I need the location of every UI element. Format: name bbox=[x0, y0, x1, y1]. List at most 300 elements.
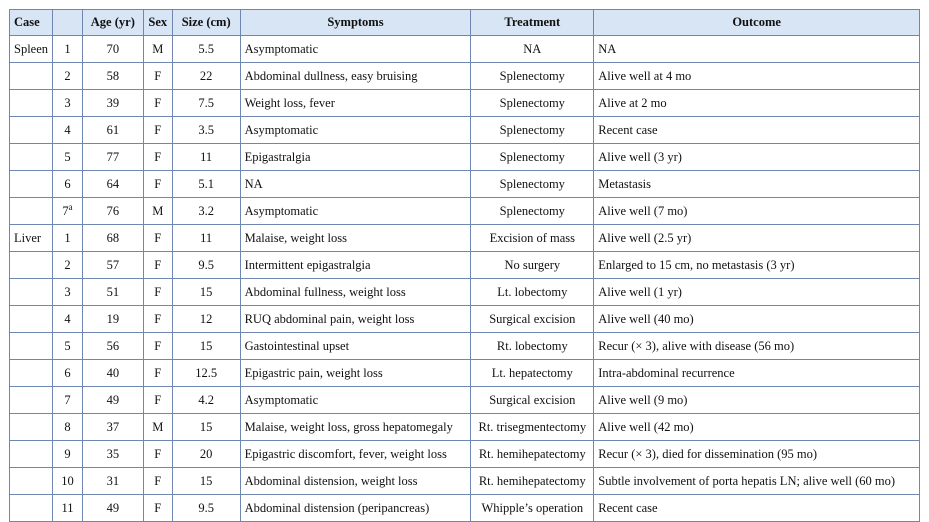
sex-cell bbox=[143, 198, 172, 225]
symptoms-cell-text: Weight loss, fever bbox=[244, 95, 335, 110]
size-cell bbox=[172, 279, 240, 306]
treatment-cell bbox=[471, 144, 594, 171]
symptoms-cell bbox=[240, 225, 471, 252]
age-cell-text: 49 bbox=[106, 392, 120, 407]
treatment-cell-text: Splenectomy bbox=[499, 68, 565, 83]
table-body bbox=[10, 36, 920, 522]
outcome-cell-text: Recur (× 3), died for dissemination (95 mo) bbox=[598, 446, 818, 461]
size-cell-text: 12.5 bbox=[195, 365, 218, 380]
case-number-cell bbox=[53, 198, 83, 225]
case-number-cell-text: 5 bbox=[64, 338, 71, 353]
size-cell-text: 15 bbox=[199, 419, 213, 434]
sex-cell bbox=[143, 387, 172, 414]
size-cell-text: 3.2 bbox=[198, 203, 214, 218]
table-row bbox=[10, 225, 920, 252]
symptoms-cell bbox=[240, 117, 471, 144]
footnote-marker: a bbox=[68, 202, 73, 213]
size-cell bbox=[172, 36, 240, 63]
sex-cell bbox=[143, 171, 172, 198]
outcome-cell-text: Subtle involvement of porta hepatis LN; alive well (60 mo) bbox=[598, 473, 896, 488]
treatment-cell-text: Splenectomy bbox=[499, 122, 565, 137]
symptoms-cell-text: Gastointestinal upset bbox=[244, 338, 350, 353]
size-cell bbox=[172, 198, 240, 225]
size-cell-text: 11 bbox=[200, 230, 213, 245]
outcome-cell bbox=[594, 171, 920, 198]
outcome-cell-text: Alive well (3 yr) bbox=[598, 149, 682, 164]
age-cell bbox=[82, 144, 143, 171]
treatment-cell-text: No surgery bbox=[504, 257, 561, 272]
table-row bbox=[10, 171, 920, 198]
size-cell bbox=[172, 360, 240, 387]
sex-cell bbox=[143, 225, 172, 252]
table-row bbox=[10, 468, 920, 495]
table-row bbox=[10, 90, 920, 117]
table-row bbox=[10, 117, 920, 144]
sex-cell bbox=[143, 468, 172, 495]
sex-cell-text: F bbox=[154, 446, 162, 461]
age-cell bbox=[82, 90, 143, 117]
table-row bbox=[10, 198, 920, 225]
treatment-cell-text: Excision of mass bbox=[489, 230, 576, 245]
case-number-cell-text: 7 bbox=[62, 204, 69, 219]
treatment-cell-text: Surgical excision bbox=[489, 311, 576, 326]
outcome-cell bbox=[594, 117, 920, 144]
age-cell-text: 19 bbox=[106, 311, 120, 326]
treatment-cell bbox=[471, 495, 594, 522]
case-number-cell bbox=[53, 225, 83, 252]
case-number-cell-text: 4 bbox=[64, 311, 71, 326]
case-group-cell bbox=[10, 171, 53, 198]
treatment-cell bbox=[471, 441, 594, 468]
age-cell bbox=[82, 225, 143, 252]
treatment-cell bbox=[471, 252, 594, 279]
case-number-cell-text: 6 bbox=[64, 176, 71, 191]
sex-cell-text: M bbox=[152, 203, 164, 218]
age-cell-text: 77 bbox=[106, 149, 120, 164]
case-number-cell-text: 11 bbox=[61, 500, 74, 515]
treatment-cell bbox=[471, 387, 594, 414]
case-number-cell bbox=[53, 144, 83, 171]
symptoms-cell-text: Malaise, weight loss, gross hepatomegaly bbox=[244, 419, 453, 434]
outcome-cell bbox=[594, 360, 920, 387]
case-number-cell bbox=[53, 333, 83, 360]
age-cell bbox=[82, 171, 143, 198]
header-row bbox=[10, 10, 920, 36]
table-row bbox=[10, 252, 920, 279]
case-number-cell bbox=[53, 387, 83, 414]
case-number-cell-text: 6 bbox=[64, 365, 71, 380]
outcome-cell-text: Recent case bbox=[598, 500, 658, 515]
size-cell-text: 11 bbox=[200, 149, 213, 164]
treatment-cell bbox=[471, 333, 594, 360]
case-table bbox=[9, 9, 920, 522]
age-cell-text: 70 bbox=[106, 41, 120, 56]
treatment-cell-text: Splenectomy bbox=[499, 203, 565, 218]
case-number-cell bbox=[53, 36, 83, 63]
symptoms-cell bbox=[240, 171, 471, 198]
symptoms-cell bbox=[240, 387, 471, 414]
case-group-cell bbox=[10, 387, 53, 414]
case-number-cell-text: 8 bbox=[64, 419, 71, 434]
age-cell-text: 49 bbox=[106, 500, 120, 515]
size-cell-text: 9.5 bbox=[198, 257, 214, 272]
sex-cell-text: F bbox=[154, 473, 162, 488]
case-number-cell bbox=[53, 495, 83, 522]
age-cell bbox=[82, 279, 143, 306]
symptoms-cell bbox=[240, 279, 471, 306]
sex-cell bbox=[143, 279, 172, 306]
size-cell bbox=[172, 306, 240, 333]
treatment-cell bbox=[471, 198, 594, 225]
age-cell bbox=[82, 495, 143, 522]
table-row bbox=[10, 414, 920, 441]
symptoms-cell-text: Asymptomatic bbox=[244, 392, 319, 407]
size-cell-text: 15 bbox=[199, 473, 213, 488]
symptoms-cell-text: Asymptomatic bbox=[244, 203, 319, 218]
table-row bbox=[10, 360, 920, 387]
outcome-cell bbox=[594, 306, 920, 333]
treatment-cell-text: Rt. lobectomy bbox=[496, 338, 568, 353]
size-cell bbox=[172, 495, 240, 522]
age-cell bbox=[82, 387, 143, 414]
table-row bbox=[10, 441, 920, 468]
size-cell bbox=[172, 441, 240, 468]
header-case: Case bbox=[10, 10, 53, 36]
case-group-cell bbox=[10, 468, 53, 495]
sex-cell-text: F bbox=[154, 284, 162, 299]
case-number-cell-text: 2 bbox=[64, 68, 71, 83]
symptoms-cell bbox=[240, 333, 471, 360]
treatment-cell-text: NA bbox=[523, 41, 542, 56]
outcome-cell bbox=[594, 252, 920, 279]
size-cell-text: 4.2 bbox=[198, 392, 214, 407]
case-number-cell-text: 1 bbox=[64, 41, 71, 56]
size-cell-text: 12 bbox=[199, 311, 213, 326]
age-cell bbox=[82, 306, 143, 333]
case-group-cell bbox=[10, 117, 53, 144]
symptoms-cell bbox=[240, 252, 471, 279]
case-number-cell bbox=[53, 117, 83, 144]
case-number-cell-text: 2 bbox=[64, 257, 71, 272]
age-cell-text: 76 bbox=[106, 203, 120, 218]
outcome-cell bbox=[594, 279, 920, 306]
sex-cell-text: F bbox=[154, 365, 162, 380]
age-cell bbox=[82, 63, 143, 90]
sex-cell bbox=[143, 495, 172, 522]
symptoms-cell-text: Asymptomatic bbox=[244, 41, 319, 56]
size-cell-text: 5.1 bbox=[198, 176, 214, 191]
outcome-cell bbox=[594, 63, 920, 90]
symptoms-cell bbox=[240, 306, 471, 333]
outcome-cell bbox=[594, 387, 920, 414]
treatment-cell bbox=[471, 360, 594, 387]
table-row bbox=[10, 387, 920, 414]
outcome-cell-text: Metastasis bbox=[598, 176, 652, 191]
age-cell-text: 61 bbox=[106, 122, 120, 137]
size-cell-text: 9.5 bbox=[198, 500, 214, 515]
age-cell-text: 56 bbox=[106, 338, 120, 353]
age-cell-text: 35 bbox=[106, 446, 120, 461]
symptoms-cell-text: Abdominal dullness, easy bruising bbox=[244, 68, 418, 83]
outcome-cell-text: Recur (× 3), alive with disease (56 mo) bbox=[598, 338, 795, 353]
size-cell bbox=[172, 468, 240, 495]
symptoms-cell-text: Abdominal distension (peripancreas) bbox=[244, 500, 430, 515]
treatment-cell bbox=[471, 225, 594, 252]
symptoms-cell bbox=[240, 36, 471, 63]
size-cell bbox=[172, 171, 240, 198]
treatment-cell-text: Rt. hemihepatectomy bbox=[478, 473, 586, 488]
sex-cell bbox=[143, 63, 172, 90]
age-cell-text: 31 bbox=[106, 473, 120, 488]
age-cell-text: 37 bbox=[106, 419, 120, 434]
header-number bbox=[53, 10, 83, 36]
case-number-cell-text: 4 bbox=[64, 122, 71, 137]
case-number-cell-text: 3 bbox=[64, 284, 71, 299]
outcome-cell bbox=[594, 36, 920, 63]
symptoms-cell bbox=[240, 468, 471, 495]
symptoms-cell-text: Asymptomatic bbox=[244, 122, 319, 137]
sex-cell bbox=[143, 441, 172, 468]
symptoms-cell-text: Epigastric pain, weight loss bbox=[244, 365, 383, 380]
case-group-cell-text: Spleen bbox=[14, 41, 49, 56]
outcome-cell-text: Alive well (40 mo) bbox=[598, 311, 694, 326]
symptoms-cell-text: Malaise, weight loss bbox=[244, 230, 347, 245]
treatment-cell bbox=[471, 306, 594, 333]
outcome-cell bbox=[594, 333, 920, 360]
case-number-cell bbox=[53, 279, 83, 306]
outcome-cell-text: Enlarged to 15 cm, no metastasis (3 yr) bbox=[598, 257, 795, 272]
age-cell-text: 64 bbox=[106, 176, 120, 191]
size-cell bbox=[172, 117, 240, 144]
size-cell-text: 20 bbox=[199, 446, 213, 461]
treatment-cell bbox=[471, 279, 594, 306]
symptoms-cell-text: Epigastric discomfort, fever, weight loss bbox=[244, 446, 447, 461]
sex-cell-text: F bbox=[154, 392, 162, 407]
case-group-cell bbox=[10, 63, 53, 90]
treatment-cell bbox=[471, 468, 594, 495]
age-cell-text: 39 bbox=[106, 95, 120, 110]
case-group-cell bbox=[10, 252, 53, 279]
age-cell bbox=[82, 36, 143, 63]
sex-cell bbox=[143, 414, 172, 441]
outcome-cell-text: Intra-abdominal recurrence bbox=[598, 365, 735, 380]
size-cell bbox=[172, 252, 240, 279]
symptoms-cell bbox=[240, 495, 471, 522]
outcome-cell-text: Alive well (2.5 yr) bbox=[598, 230, 692, 245]
case-number-cell bbox=[53, 441, 83, 468]
case-group-cell bbox=[10, 36, 53, 63]
symptoms-cell bbox=[240, 360, 471, 387]
case-group-cell bbox=[10, 441, 53, 468]
age-cell bbox=[82, 414, 143, 441]
age-cell bbox=[82, 117, 143, 144]
sex-cell bbox=[143, 252, 172, 279]
size-cell bbox=[172, 225, 240, 252]
table-row bbox=[10, 333, 920, 360]
age-cell bbox=[82, 360, 143, 387]
symptoms-cell-text: Abdominal fullness, weight loss bbox=[244, 284, 406, 299]
treatment-cell-text: Splenectomy bbox=[499, 95, 565, 110]
case-group-cell bbox=[10, 306, 53, 333]
size-cell bbox=[172, 63, 240, 90]
case-group-cell-text: Liver bbox=[14, 230, 42, 245]
sex-cell-text: F bbox=[154, 176, 162, 191]
symptoms-cell-text: Epigastralgia bbox=[244, 149, 311, 164]
table-row bbox=[10, 63, 920, 90]
age-cell bbox=[82, 441, 143, 468]
outcome-cell bbox=[594, 441, 920, 468]
sex-cell bbox=[143, 117, 172, 144]
size-cell-text: 22 bbox=[199, 68, 213, 83]
sex-cell bbox=[143, 306, 172, 333]
symptoms-cell bbox=[240, 63, 471, 90]
sex-cell-text: F bbox=[154, 311, 162, 326]
age-cell bbox=[82, 468, 143, 495]
header-treatment: Treatment bbox=[471, 10, 594, 36]
header-sex: Sex bbox=[143, 10, 172, 36]
header-outcome: Outcome bbox=[594, 10, 920, 36]
symptoms-cell bbox=[240, 414, 471, 441]
size-cell bbox=[172, 144, 240, 171]
case-number-cell bbox=[53, 468, 83, 495]
symptoms-cell bbox=[240, 144, 471, 171]
outcome-cell-text: Alive well (1 yr) bbox=[598, 284, 682, 299]
symptoms-cell-text: NA bbox=[244, 176, 263, 191]
case-group-cell bbox=[10, 333, 53, 360]
outcome-cell bbox=[594, 225, 920, 252]
header-age: Age (yr) bbox=[82, 10, 143, 36]
sex-cell-text: F bbox=[154, 338, 162, 353]
symptoms-cell bbox=[240, 441, 471, 468]
size-cell bbox=[172, 414, 240, 441]
case-group-cell bbox=[10, 144, 53, 171]
outcome-cell-text: NA bbox=[598, 41, 617, 56]
outcome-cell bbox=[594, 144, 920, 171]
sex-cell bbox=[143, 360, 172, 387]
outcome-cell-text: Alive well (7 mo) bbox=[598, 203, 688, 218]
case-number-cell bbox=[53, 252, 83, 279]
outcome-cell bbox=[594, 468, 920, 495]
case-group-cell bbox=[10, 198, 53, 225]
age-cell bbox=[82, 252, 143, 279]
sex-cell-text: F bbox=[154, 95, 162, 110]
case-number-cell-text: 9 bbox=[64, 446, 71, 461]
size-cell-text: 7.5 bbox=[198, 95, 214, 110]
outcome-cell bbox=[594, 495, 920, 522]
outcome-cell-text: Alive at 2 mo bbox=[598, 95, 667, 110]
outcome-cell-text: Recent case bbox=[598, 122, 658, 137]
sex-cell bbox=[143, 36, 172, 63]
outcome-cell bbox=[594, 90, 920, 117]
age-cell bbox=[82, 198, 143, 225]
symptoms-cell-text: RUQ abdominal pain, weight loss bbox=[244, 311, 415, 326]
size-cell-text: 3.5 bbox=[198, 122, 214, 137]
symptoms-cell bbox=[240, 198, 471, 225]
age-cell bbox=[82, 333, 143, 360]
treatment-cell-text: Lt. lobectomy bbox=[497, 284, 568, 299]
sex-cell-text: F bbox=[154, 230, 162, 245]
table-row bbox=[10, 144, 920, 171]
case-number-cell bbox=[53, 63, 83, 90]
age-cell-text: 57 bbox=[106, 257, 120, 272]
table-row bbox=[10, 495, 920, 522]
treatment-cell bbox=[471, 90, 594, 117]
treatment-cell-text: Lt. hepatectomy bbox=[491, 365, 573, 380]
outcome-cell bbox=[594, 414, 920, 441]
table-row bbox=[10, 279, 920, 306]
treatment-cell bbox=[471, 171, 594, 198]
symptoms-cell-text: Abdominal distension, weight loss bbox=[244, 473, 418, 488]
sex-cell-text: M bbox=[152, 41, 164, 56]
case-number-cell-text: 7 bbox=[64, 392, 71, 407]
outcome-cell bbox=[594, 198, 920, 225]
treatment-cell-text: Splenectomy bbox=[499, 149, 565, 164]
treatment-cell bbox=[471, 414, 594, 441]
table-row bbox=[10, 36, 920, 63]
sex-cell bbox=[143, 333, 172, 360]
outcome-cell-text: Alive well at 4 mo bbox=[598, 68, 692, 83]
age-cell-text: 51 bbox=[106, 284, 120, 299]
case-number-cell bbox=[53, 360, 83, 387]
size-cell-text: 5.5 bbox=[198, 41, 214, 56]
case-number-cell-text: 5 bbox=[64, 149, 71, 164]
size-cell bbox=[172, 90, 240, 117]
sex-cell-text: F bbox=[154, 149, 162, 164]
case-number-cell bbox=[53, 306, 83, 333]
outcome-cell-text: Alive well (42 mo) bbox=[598, 419, 694, 434]
sex-cell bbox=[143, 144, 172, 171]
table-row bbox=[10, 306, 920, 333]
size-cell bbox=[172, 333, 240, 360]
case-number-cell bbox=[53, 90, 83, 117]
treatment-cell bbox=[471, 63, 594, 90]
size-cell-text: 15 bbox=[199, 338, 213, 353]
case-number-cell-text: 10 bbox=[61, 473, 74, 488]
size-cell-text: 15 bbox=[199, 284, 213, 299]
symptoms-cell-text: Intermittent epigastralgia bbox=[244, 257, 371, 272]
header-symptoms: Symptoms bbox=[240, 10, 471, 36]
case-group-cell bbox=[10, 279, 53, 306]
sex-cell-text: F bbox=[154, 68, 162, 83]
sex-cell-text: F bbox=[154, 257, 162, 272]
sex-cell-text: F bbox=[154, 500, 162, 515]
case-group-cell bbox=[10, 225, 53, 252]
symptoms-cell bbox=[240, 90, 471, 117]
treatment-cell bbox=[471, 36, 594, 63]
age-cell-text: 68 bbox=[106, 230, 120, 245]
case-number-cell bbox=[53, 414, 83, 441]
treatment-cell-text: Whipple’s operation bbox=[481, 500, 584, 515]
case-number-cell-text: 1 bbox=[64, 230, 71, 245]
treatment-cell-text: Surgical excision bbox=[489, 392, 576, 407]
size-cell bbox=[172, 387, 240, 414]
treatment-cell bbox=[471, 117, 594, 144]
case-group-cell bbox=[10, 90, 53, 117]
treatment-cell-text: Rt. trisegmentectomy bbox=[478, 419, 587, 434]
case-group-cell bbox=[10, 495, 53, 522]
treatment-cell-text: Splenectomy bbox=[499, 176, 565, 191]
case-group-cell bbox=[10, 414, 53, 441]
sex-cell-text: F bbox=[154, 122, 162, 137]
treatment-cell-text: Rt. hemihepatectomy bbox=[478, 446, 586, 461]
outcome-cell-text: Alive well (9 mo) bbox=[598, 392, 688, 407]
sex-cell bbox=[143, 90, 172, 117]
case-number-cell bbox=[53, 171, 83, 198]
age-cell-text: 40 bbox=[106, 365, 120, 380]
age-cell-text: 58 bbox=[106, 68, 120, 83]
case-number-cell-text: 3 bbox=[64, 95, 71, 110]
case-group-cell bbox=[10, 360, 53, 387]
